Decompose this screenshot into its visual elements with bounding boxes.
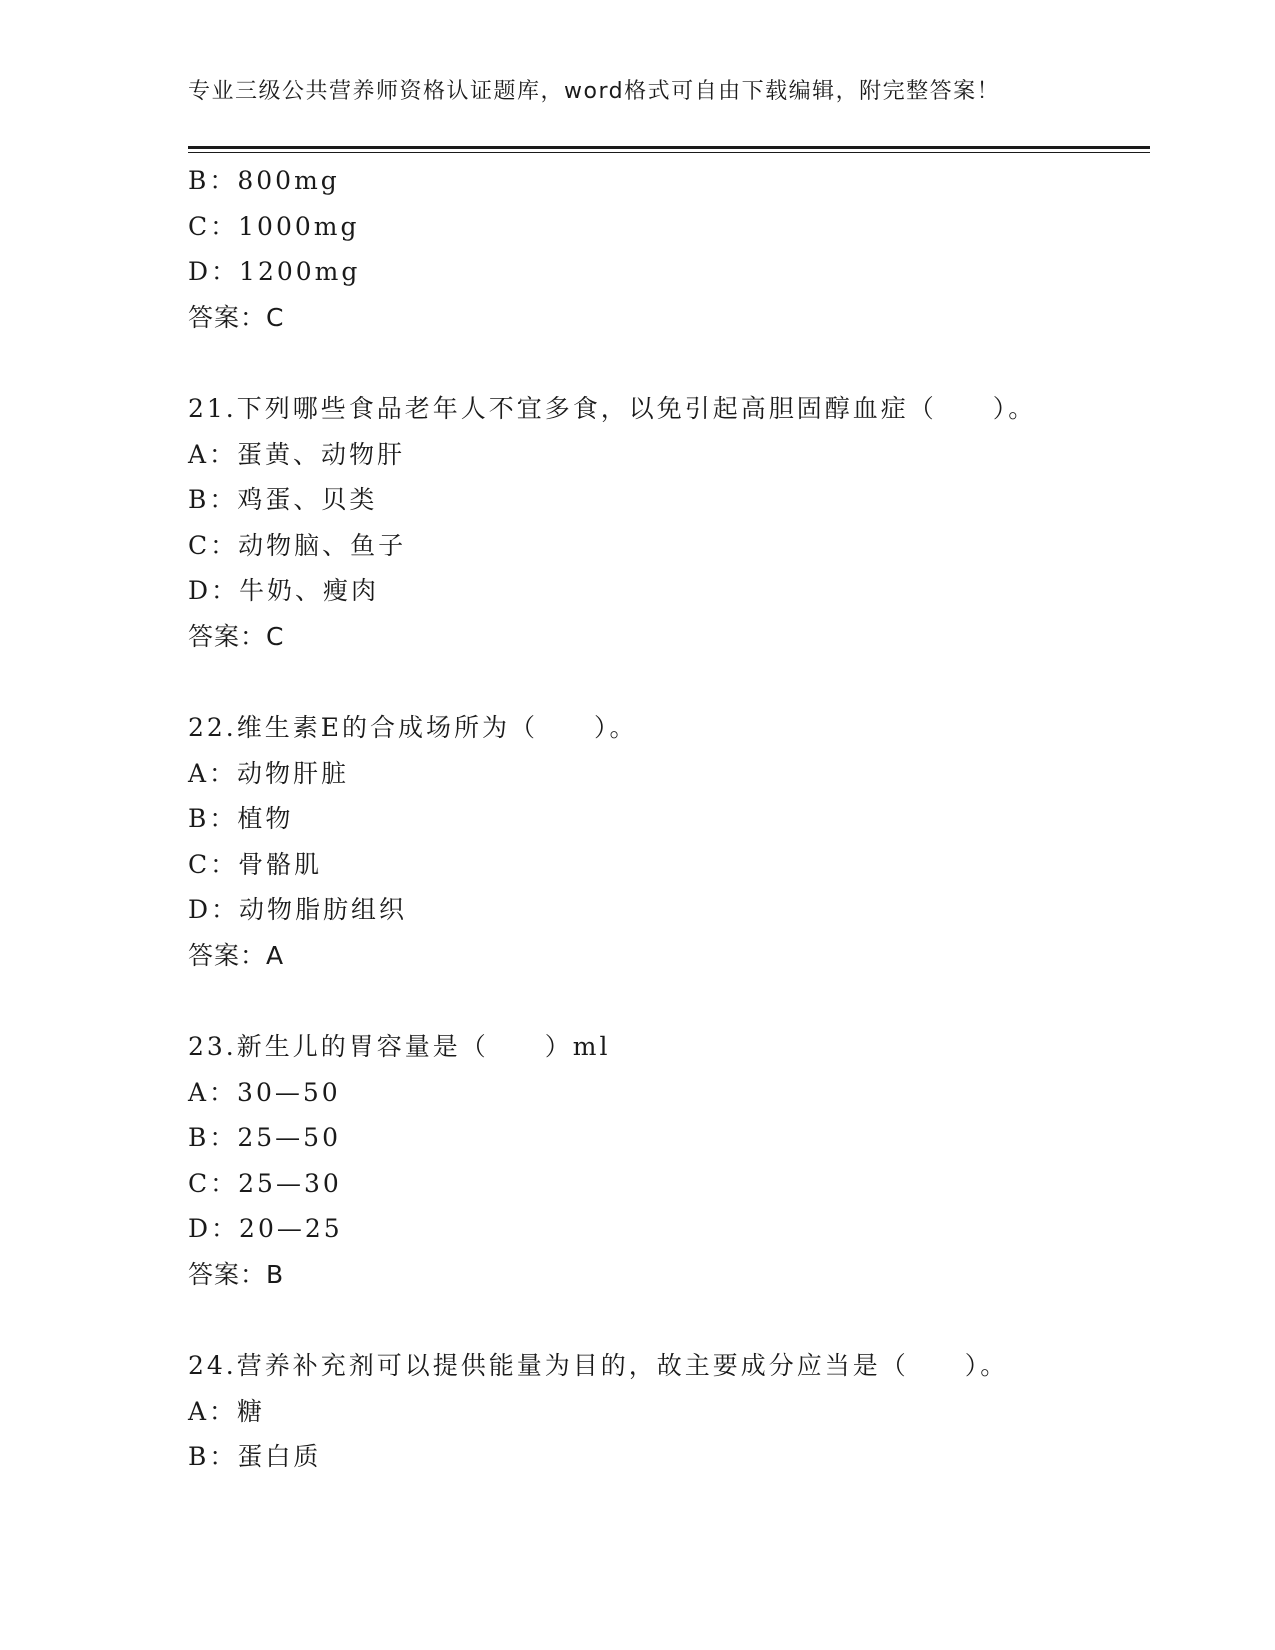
answer: 答案：B — [188, 1259, 285, 1289]
answer: 答案：C — [188, 302, 285, 332]
question-24 — [188, 1343, 1150, 1480]
option-d: D：1200mg — [188, 257, 361, 286]
option-b: B：植物 — [188, 804, 294, 833]
option-c: C：1000mg — [188, 211, 360, 241]
question-stem: 23.新生儿的胃容量是（ ）ml — [188, 1032, 611, 1061]
question-23 — [188, 1024, 1150, 1297]
option-d: D：牛奶、瘦肉 — [188, 576, 380, 605]
option-b: B：蛋白质 — [188, 1442, 322, 1471]
question-stem: 21.下列哪些食品老年人不宜多食，以免引起高胆固醇血症（ ）。 — [188, 394, 1037, 423]
option-b: B：800mg — [188, 166, 340, 195]
question-21 — [188, 386, 1150, 659]
option-b: B：25—50 — [188, 1123, 341, 1152]
question-stem: 24.营养补充剂可以提供能量为目的，故主要成分应当是（ ）。 — [188, 1351, 1009, 1380]
question-content — [188, 158, 1150, 1480]
page-header: 专业三级公共营养师资格认证题库，word格式可自由下载编辑，附完整答案！ — [188, 79, 1001, 104]
option-c: C：动物脑、鱼子 — [188, 530, 407, 560]
question-stem: 22.维生素E的合成场所为（ ）。 — [188, 713, 638, 742]
option-a: A：30—50 — [188, 1077, 341, 1107]
option-d: D：20—25 — [188, 1214, 343, 1243]
header-rule — [188, 146, 1150, 153]
option-a: A：蛋黄、动物肝 — [188, 439, 406, 469]
option-a: A：糖 — [188, 1396, 266, 1426]
continued-question — [188, 158, 1150, 340]
option-c: C：骨骼肌 — [188, 849, 323, 879]
option-c: C：25—30 — [188, 1168, 342, 1198]
option-a: A：动物肝脏 — [188, 758, 350, 788]
option-b: B：鸡蛋、贝类 — [188, 485, 378, 514]
answer: 答案：C — [188, 621, 285, 651]
answer: 答案：A — [188, 940, 285, 970]
question-22 — [188, 705, 1150, 978]
option-d: D：动物脂肪组织 — [188, 895, 408, 924]
